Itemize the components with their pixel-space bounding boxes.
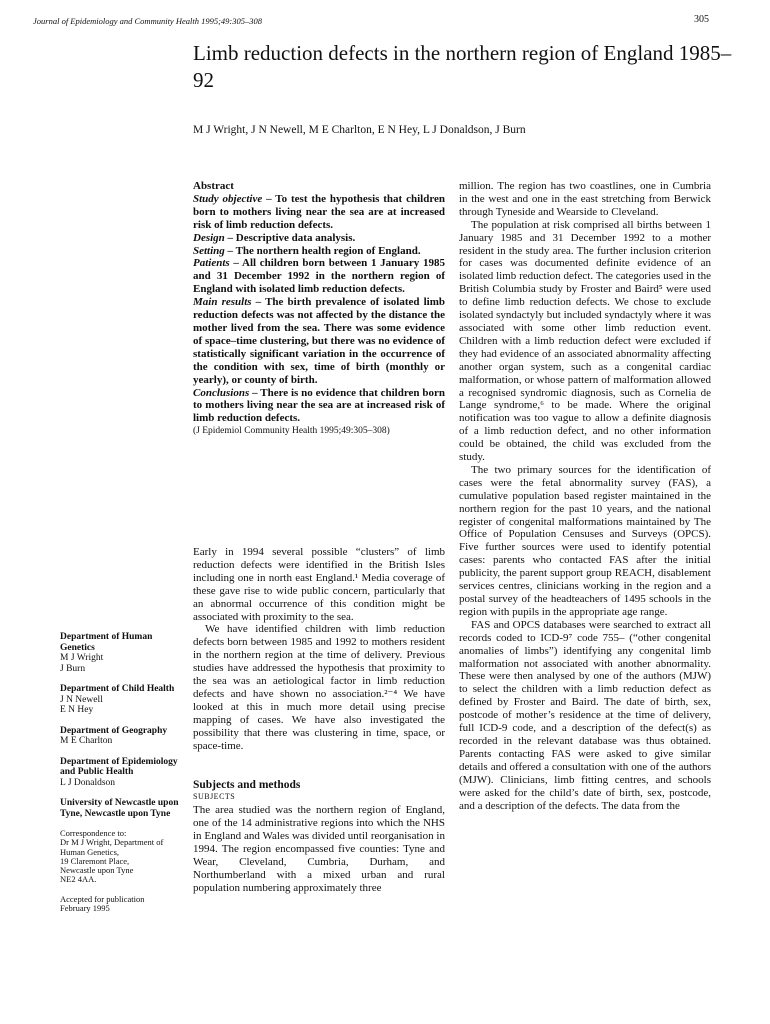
correspondence-line: Dr M J Wright, Department of Human Genetics, — [60, 837, 164, 857]
article-title: Limb reduction defects in the northern region of England 1985–92 — [193, 41, 732, 92]
intro-paragraph-1: Early in 1994 several possible “clusters” of limb reduction defects were identified in the British Isles including one in north east England.¹ Media coverage of these gave rise to wide public concern, particularly that an abnormal occurrence of this condition might be associated with proximity to the sea. — [193, 546, 445, 623]
correspondence-line: NE2 4AA. — [60, 874, 97, 885]
affiliation-person: M E Charlton — [60, 736, 113, 746]
abstract-label: Design — [193, 231, 225, 244]
affiliation-dept: Department of Geography — [60, 725, 168, 736]
running-head: Journal of Epidemiology and Community Health 1995;49:305–308 — [33, 16, 263, 26]
affiliations — [60, 632, 185, 913]
methods-paragraph-1: The area studied was the northern region of England, one of the 14 administrative regions into which the NHS in England and Wales was divided until reorganisation in 1994. The region encompassed five counties: Tyne and Wear, Cleveland, Cumbria, Durham, and Northumberland with a mixed urban and rural population numbering approximately three — [193, 804, 445, 894]
page-number: 305 — [694, 14, 709, 25]
abstract-text: – To test the hypothesis that children born to mothers living near the sea are at increased risk of limb reduction defects. — [193, 192, 446, 231]
column-left-body — [193, 546, 445, 895]
abstract-text: – The northern health region of England. — [224, 244, 421, 257]
abstract-main-results — [193, 296, 445, 386]
abstract-text: – The birth prevalence of isolated limb reduction defects was not affected by the distance the mother lived from the sea. There was some evidence of space–time clustering, but there was no evidence of statistically significant variation in the occurrence of the condition with sex, time of birth (monthly or yearly), or county of birth. — [193, 296, 445, 386]
affiliation-person: J Burn — [60, 663, 86, 674]
abstract-setting — [193, 245, 445, 258]
intro-paragraph-2: We have identified children with limb reduction defects born between 1985 and 1992 to mothers resident in the northern region at the time of delivery. Previous studies have addressed the hypothesis that proximity to the sea was an aetiological factor in limb reduction defects and have shown no association.²⁻⁴ We have looked at this in much more detail using precise mapping of cases. We have also investigated the possibility that there was clustering in time, space, or space-time. — [193, 623, 445, 752]
affiliation-geography — [60, 726, 185, 747]
affiliation-human-genetics — [60, 632, 185, 674]
affiliation-person: J N Newell — [60, 694, 103, 705]
subsection-heading: SUBJECTS — [193, 792, 236, 802]
methods-paragraph-2: The population at risk comprised all births between 1 January 1985 and 31 December 1992 to a mother resident in the study area. The further inclusion criterion for cases was documented definite evidence of an isolated limb reduction defect. The categories used in the British Columbia study by Froster and Baird⁵ were used to define limb reduction defects. We chose to exclude isolated syndactyly but included syndactyly where it was associated with some other limb reduction event. Children with a limb reduction defect were excluded if they had evidence of an associated abnormality affecting another organ system, such as a congenital cardiac malformation, or whose pattern of malformation allowed a recognised syndromic diagnosis, such as Cornelia de Lange syndrome,⁶ to be made. Where the original notification was too vague to allow a definite diagnosis of a limb reduction defect, and no other information could be obtained, the child was excluded from the study. — [459, 218, 711, 464]
column-right — [459, 180, 711, 812]
affiliation-dept: University of Newcastle upon Tyne, Newcastle upon Tyne — [60, 798, 179, 819]
affiliation-dept: Department of Epidemiology and Public Health — [60, 756, 178, 777]
affiliation-person: E N Hey — [60, 705, 94, 715]
correspondence-line: Newcastle upon Tyne — [60, 865, 134, 876]
abstract-conclusions — [193, 387, 445, 426]
methods-paragraph-4: FAS and OPCS databases were searched to extract all records coded to ICD-9⁷ code 755– (“other congenital anomalies of limbs”) identifying any congenital limb malformation not associated with another abnormality. These were then analysed by one of the authors (MJW) to select the children with a limb reduction defect as defined by Froster and Baird. The date of birth, sex, postcode of mother’s residence at the time of delivery, full ICD-9 code, and a description of the defect(s) as recorded in the relevant database was thus obtained. Parents contacting FAS were asked to give similar details and offered a consultation with one of the authors (MJW). Clinicians, limb fitting centres, and schools were asked for the child’s date of birth, sex, postcode, and a description of the defects. The data from the — [459, 618, 711, 812]
author-list: M J Wright, J N Newell, M E Charlton, E N Hey, L J Donaldson, J Burn — [193, 124, 526, 136]
abstract-label: Setting — [193, 244, 225, 257]
section-heading: Subjects and methods — [193, 778, 301, 791]
abstract-text: – All children born between 1 January 1985 and 31 December 1992 in the northern region of England with isolated limb reduction defects. — [193, 257, 445, 296]
abstract-heading: Abstract — [193, 180, 234, 192]
methods-paragraph-3: The two primary sources for the identification of cases were the fetal abnormality survey (FAS), a cumulative population based register maintained in the northern region for the past 10 years, and the national register of congenital malformations maintained by The Office of Population Censuses and Surveys (OPCS). Five further sources were used to identify potential cases: parents who contacted FAS after the initial publicity, the parent support group REACH, disablement services centres, clinicians working in the region and a postal survey of the headteachers of 1495 schools in the region with pupils in the appropriate age range. — [459, 463, 711, 618]
affiliation-epidemiology — [60, 757, 185, 789]
affiliation-university — [60, 798, 185, 819]
affiliation-dept: Department of Child Health — [60, 684, 175, 694]
abstract-label: Main results — [193, 296, 252, 309]
abstract-patients — [193, 257, 445, 296]
correspondence-label: Correspondence to: — [60, 828, 127, 838]
citation-line: (J Epidemiol Community Health 1995;49:305–308) — [193, 426, 390, 437]
accepted-label: Accepted for publication — [60, 893, 145, 904]
correspondence-line: 19 Claremont Place, — [60, 855, 130, 866]
affiliation-person: M J Wright — [60, 653, 104, 663]
accepted-value: February 1995 — [60, 903, 110, 914]
abstract-text: – Descriptive data analysis. — [224, 231, 356, 244]
affiliation-dept: Department of Human Genetics — [60, 632, 153, 653]
methods-paragraph-1-cont: million. The region has two coastlines, one in Cumbria in the west and one in the east stretching from Berwick through Tyneside and Wearside to Cleveland. — [459, 180, 711, 218]
abstract-label: Study objective — [193, 192, 263, 205]
abstract-label: Conclusions — [193, 386, 250, 399]
abstract-text: – There is no evidence that children born to mothers living near the sea are at increased risk of limb reduction defects. — [193, 386, 445, 425]
correspondence — [60, 829, 185, 885]
accepted-date — [60, 895, 185, 914]
abstract-label: Patients — [193, 257, 230, 270]
abstract-study-objective — [193, 193, 445, 232]
affiliation-child-health — [60, 684, 185, 716]
affiliation-person: L J Donaldson — [60, 777, 116, 788]
column-left — [193, 180, 445, 438]
abstract-design — [193, 232, 445, 245]
